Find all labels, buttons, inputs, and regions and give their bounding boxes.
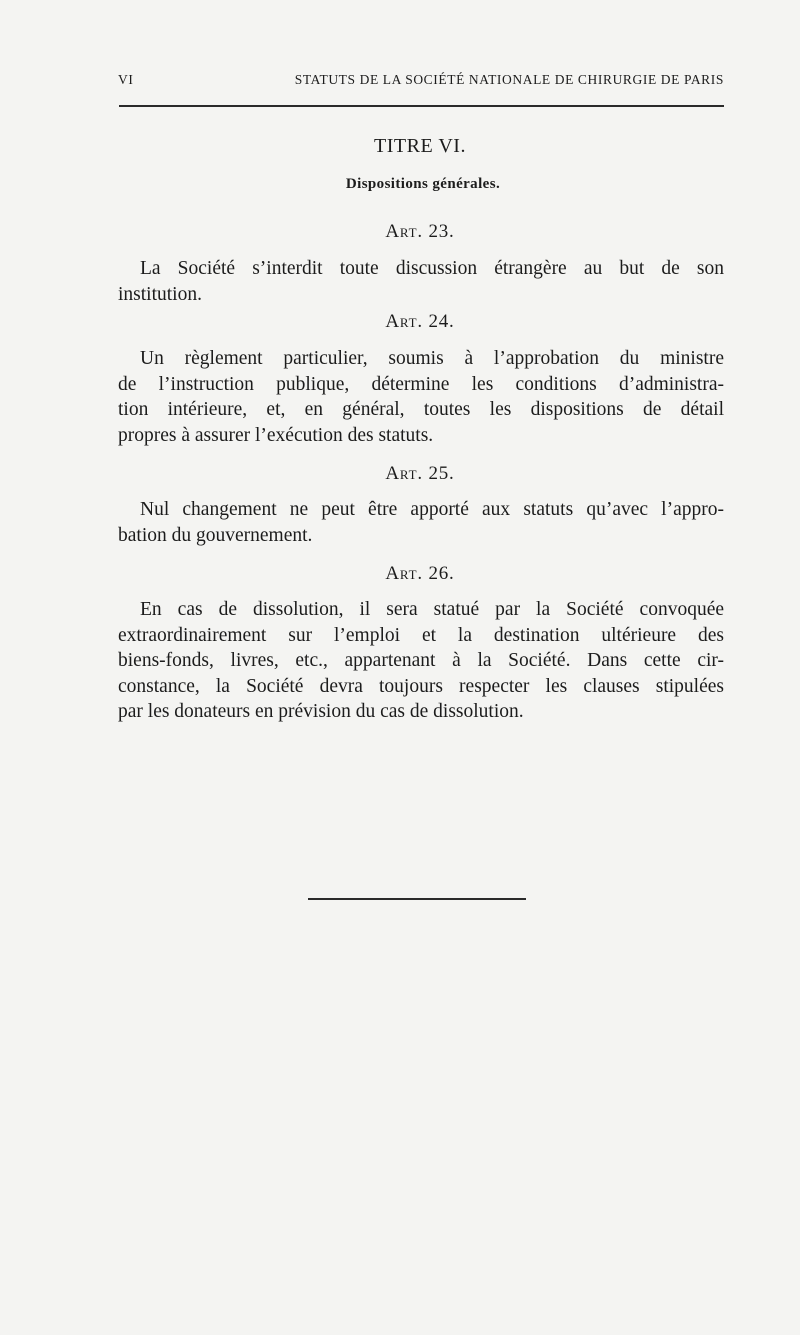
text-line: de l’instruction publique, détermine les conditions d’administra- <box>118 373 724 395</box>
article-text-23 <box>118 256 724 307</box>
text-line: constance, la Société devra toujours respecter les clauses stipulées <box>118 675 724 697</box>
running-title: STATUTS DE LA SOCIÉTÉ NATIONALE DE CHIRURGIE DE PARIS <box>294 72 724 87</box>
text-line: bation du gouvernement. <box>118 524 313 546</box>
text-line: En cas de dissolution, il sera statué par la Société convoquée <box>140 599 724 620</box>
running-header <box>118 72 724 88</box>
article-heading-26: Art. 26. <box>385 563 455 584</box>
article-heading-24: Art. 24. <box>385 311 455 332</box>
article-text-26 <box>118 597 724 725</box>
end-rule <box>308 898 526 900</box>
article-text-24 <box>118 346 724 448</box>
section-subtitle: Dispositions générales. <box>345 176 501 192</box>
text-line: propres à assurer l’exécution des statuts. <box>118 424 434 446</box>
section-title: TITRE VI. <box>374 135 466 157</box>
header-rule <box>119 105 724 107</box>
text-line: biens-fonds, livres, etc., appartenant à la Société. Dans cette cir- <box>118 650 724 671</box>
text-line: Un règlement particulier, soumis à l’approbation du ministre <box>140 348 724 369</box>
article-heading-23: Art. 23. <box>385 221 455 242</box>
text-line: La Société s’interdit toute discussion étrangère au but de son <box>140 258 724 279</box>
text-line: Nul changement ne peut être apporté aux statuts qu’avec l’appro- <box>140 499 724 520</box>
page-number: VI <box>118 72 134 87</box>
text-line: institution. <box>118 283 202 305</box>
article-heading-25: Art. 25. <box>385 463 455 484</box>
text-line: par les donateurs en prévision du cas de dissolution. <box>118 701 524 722</box>
text-line: extraordinairement sur l’emploi et la destination ultérieure des <box>118 624 724 646</box>
text-line: tion intérieure, et, en général, toutes les dispositions de détail <box>118 399 724 420</box>
article-text-25 <box>118 497 724 548</box>
